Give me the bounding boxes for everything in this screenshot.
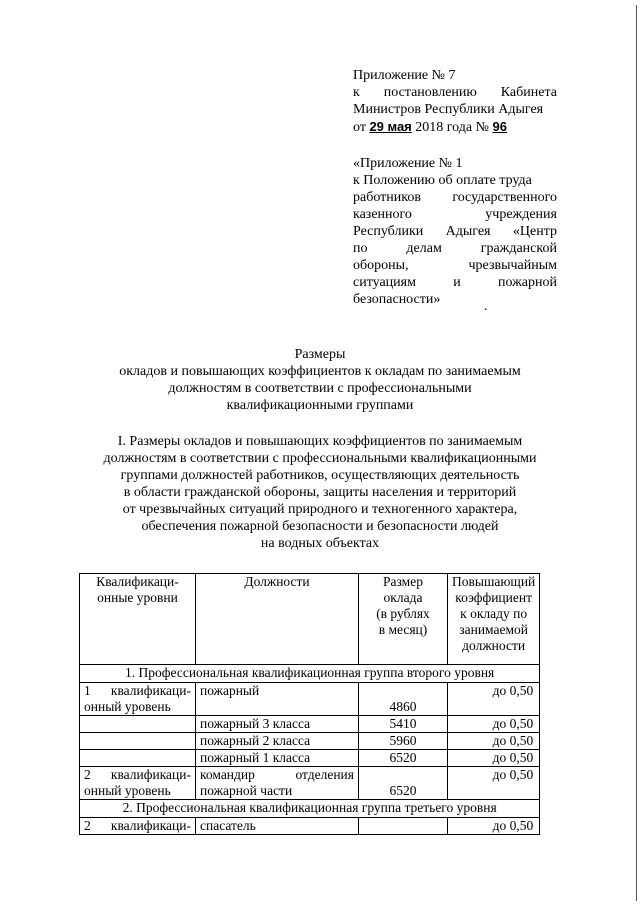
annex-header bbox=[353, 67, 557, 136]
salary-table bbox=[79, 573, 540, 835]
salary-cell: 6520 bbox=[359, 750, 448, 767]
salary-cell: 4860 bbox=[359, 683, 448, 716]
header-salary: Размер оклада (в рублях в месяц) bbox=[359, 574, 448, 665]
coefficient-cell: до 0,50 bbox=[448, 818, 540, 835]
coefficient-cell: до 0,50 bbox=[448, 767, 540, 800]
coefficient-cell: до 0,50 bbox=[448, 683, 540, 716]
position-cell: пожарный 3 класса bbox=[196, 716, 359, 733]
header-coefficient: Повышающий коэффициент к окладу по занимаемой должности bbox=[448, 574, 540, 665]
level-cell: 2 квалификаци- bbox=[80, 818, 196, 835]
table-row bbox=[80, 716, 540, 733]
header-qualification-level: Квалификаци- онные уровни bbox=[80, 574, 196, 665]
level-cell bbox=[80, 716, 196, 733]
annex-date-line: от 29 мая 2018 года № 96 bbox=[353, 119, 507, 135]
annex-issuer: Министров Республики Адыгея bbox=[353, 102, 544, 117]
annex-original-header: «Приложение № 1 к Положению об оплате труда работников государственного казенного учреждения Республики Адыгея «Центр по делам гражданской обороны, чрезвычайным ситуациям и пожарной безопасности» bbox=[353, 156, 557, 307]
level-cell bbox=[80, 750, 196, 767]
coefficient-cell: до 0,50 bbox=[448, 716, 540, 733]
annex-number: Приложение № 7 bbox=[353, 68, 456, 83]
table-row bbox=[80, 818, 540, 835]
annex-doc-number: 96 bbox=[492, 119, 507, 134]
table-row bbox=[80, 733, 540, 750]
table-header-row bbox=[80, 574, 540, 665]
table-row bbox=[80, 767, 540, 800]
position-cell: пожарный 1 класса bbox=[196, 750, 359, 767]
position-cell: пожарный bbox=[196, 683, 359, 716]
coefficient-cell: до 0,50 bbox=[448, 750, 540, 767]
stray-mark: . bbox=[484, 299, 488, 314]
salary-cell: 5960 bbox=[359, 733, 448, 750]
annex-date: 29 мая bbox=[369, 119, 412, 134]
table-row bbox=[80, 750, 540, 767]
coefficient-cell: до 0,50 bbox=[448, 733, 540, 750]
table-row bbox=[80, 683, 540, 716]
level-cell: 2 квалификаци- онный уровень bbox=[80, 767, 196, 800]
header-positions: Должности bbox=[196, 574, 359, 665]
position-cell: пожарный 2 класса bbox=[196, 733, 359, 750]
salary-cell: 6520 bbox=[359, 767, 448, 800]
salary-cell bbox=[359, 818, 448, 835]
page-edge bbox=[636, 5, 637, 901]
position-cell: спасатель bbox=[196, 818, 359, 835]
annex-ref-line: к постановлению Кабинета bbox=[353, 85, 557, 100]
document-title: Размеры окладов и повышающих коэффициентов к окладам по занимаемым должностям в соответствии с профессиональными квалификационными группами bbox=[119, 347, 521, 413]
position-cell: командир отделения пожарной части bbox=[196, 767, 359, 800]
section-heading: I. Размеры окладов и повышающих коэффициентов по занимаемым должностям в соответствии с профессиональными квалификационными группами должностей работников, осуществляющих деятельность в области гражданской обороны, защиты населения и территорий от чрезвычайных ситуаций природного и техногенного характера, обеспечения пожарной безопасности и безопасности людей на водных объектах bbox=[103, 434, 537, 551]
level-cell: 1 квалификаци- онный уровень bbox=[80, 683, 196, 716]
level-cell bbox=[80, 733, 196, 750]
salary-cell: 5410 bbox=[359, 716, 448, 733]
group-row-2: 2. Профессиональная квалификационная группа третьего уровня bbox=[80, 800, 540, 818]
group-row-1: 1. Профессиональная квалификационная группа второго уровня bbox=[80, 665, 540, 683]
